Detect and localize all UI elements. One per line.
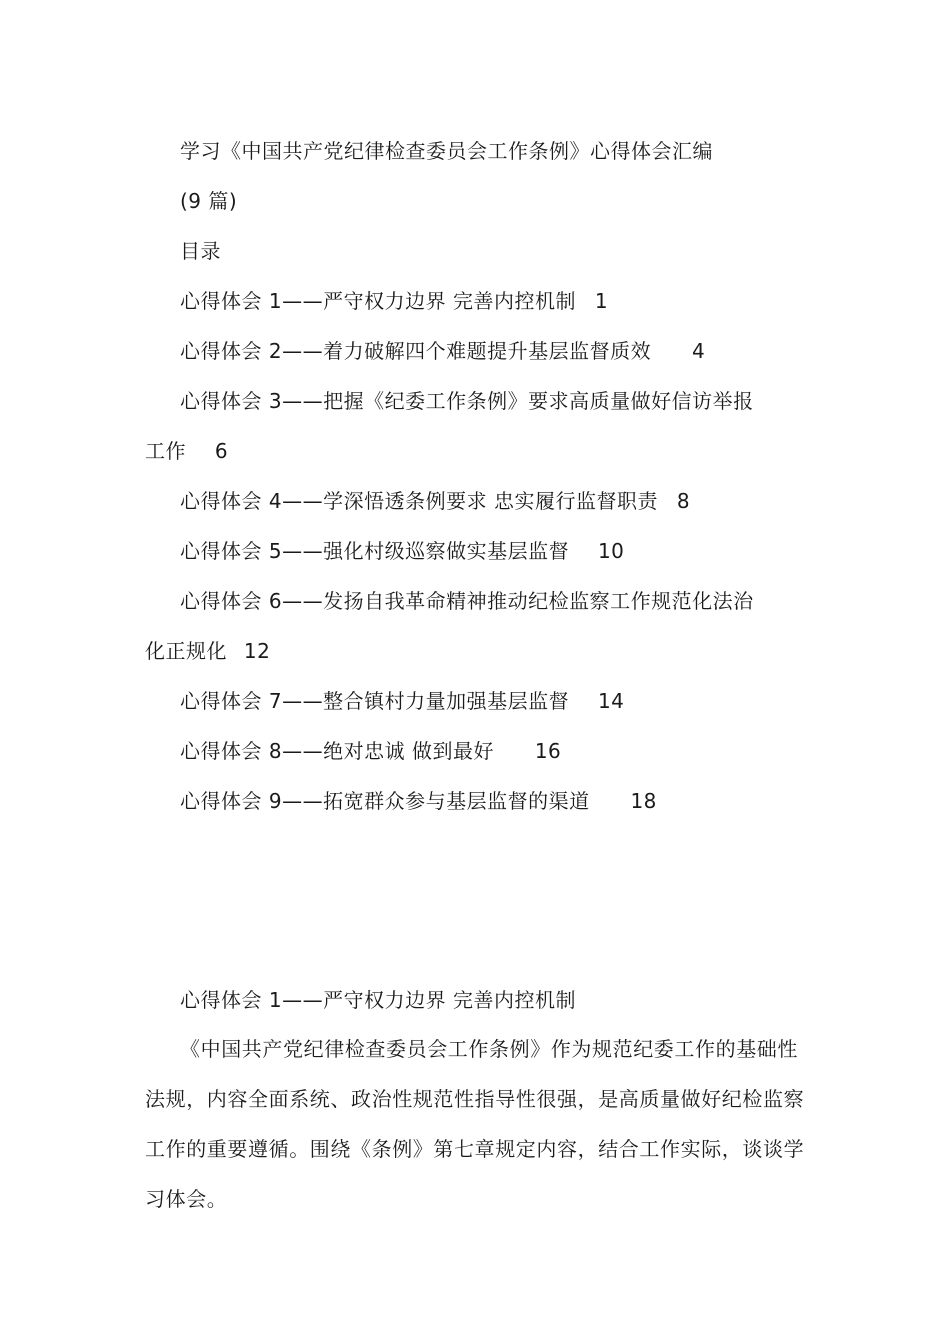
- toc-entry-text-cont: 化正规化: [145, 639, 227, 663]
- toc-entry[interactable]: [180, 737, 561, 765]
- toc-entry-text: 心得体会 6——发扬自我革命精神推动纪检监察工作规范化法治: [180, 589, 754, 613]
- toc-entry-text: 心得体会 4——学深悟透条例要求 忠实履行监督职责: [180, 489, 658, 513]
- toc-entry-page: 6: [214, 439, 229, 463]
- toc-entry-page: 1: [594, 289, 609, 313]
- toc-entry-text: 心得体会 8——绝对忠诚 做到最好: [180, 739, 494, 763]
- toc-entry-text: 心得体会 5——强化村级巡察做实基层监督: [180, 539, 570, 563]
- toc-entry-text-cont: 工作: [145, 439, 186, 463]
- toc-entry[interactable]: [180, 587, 754, 615]
- toc-entry[interactable]: [180, 387, 754, 415]
- toc-entry-page: 18: [630, 789, 657, 813]
- toc-entry-text: 心得体会 7——整合镇村力量加强基层监督: [180, 689, 570, 713]
- toc-entry[interactable]: [180, 537, 624, 565]
- toc-entry[interactable]: [180, 287, 608, 315]
- toc-entry-page: 8: [676, 489, 691, 513]
- title-line-1: 学习《中国共产党纪律检查委员会工作条例》心得体会汇编: [180, 139, 713, 163]
- document-subtitle: [180, 187, 237, 215]
- toc-entry-continuation[interactable]: [145, 437, 228, 465]
- title-line-2: (9 篇): [180, 189, 238, 213]
- toc-entry-page: 14: [597, 689, 625, 713]
- toc-entry-page: 4: [691, 339, 706, 363]
- toc-entry-continuation[interactable]: [145, 637, 270, 665]
- section-heading: 心得体会 1——严守权力边界 完善内控机制: [180, 988, 576, 1012]
- toc-entry[interactable]: [180, 787, 657, 815]
- toc-entry-page: 12: [243, 639, 271, 663]
- toc-entry-text: 心得体会 2——着力破解四个难题提升基层监督质效: [180, 339, 652, 363]
- toc-entry[interactable]: [180, 487, 690, 515]
- toc-entry-page: 10: [597, 539, 625, 563]
- toc-entry-text: 心得体会 1——严守权力边界 完善内控机制: [180, 289, 576, 313]
- section-paragraph: 《中国共产党纪律检查委员会工作条例》作为规范纪委工作的基础性法规，内容全面系统、政治性规范性指导性很强，是高质量做好纪检监察工作的重要遵循。围绕《条例》第七章规定内容，结合工作实际，谈谈学习体会。: [145, 1037, 805, 1211]
- document-title: [180, 137, 713, 165]
- toc-entry-text: 心得体会 9——拓宽群众参与基层监督的渠道: [180, 789, 590, 813]
- toc-entry[interactable]: [180, 337, 705, 365]
- toc-heading: 目录: [180, 239, 221, 263]
- toc-entry[interactable]: [180, 687, 624, 715]
- toc-entry-page: 16: [534, 739, 562, 763]
- toc-entry-text: 心得体会 3——把握《纪委工作条例》要求高质量做好信访举报: [180, 389, 754, 413]
